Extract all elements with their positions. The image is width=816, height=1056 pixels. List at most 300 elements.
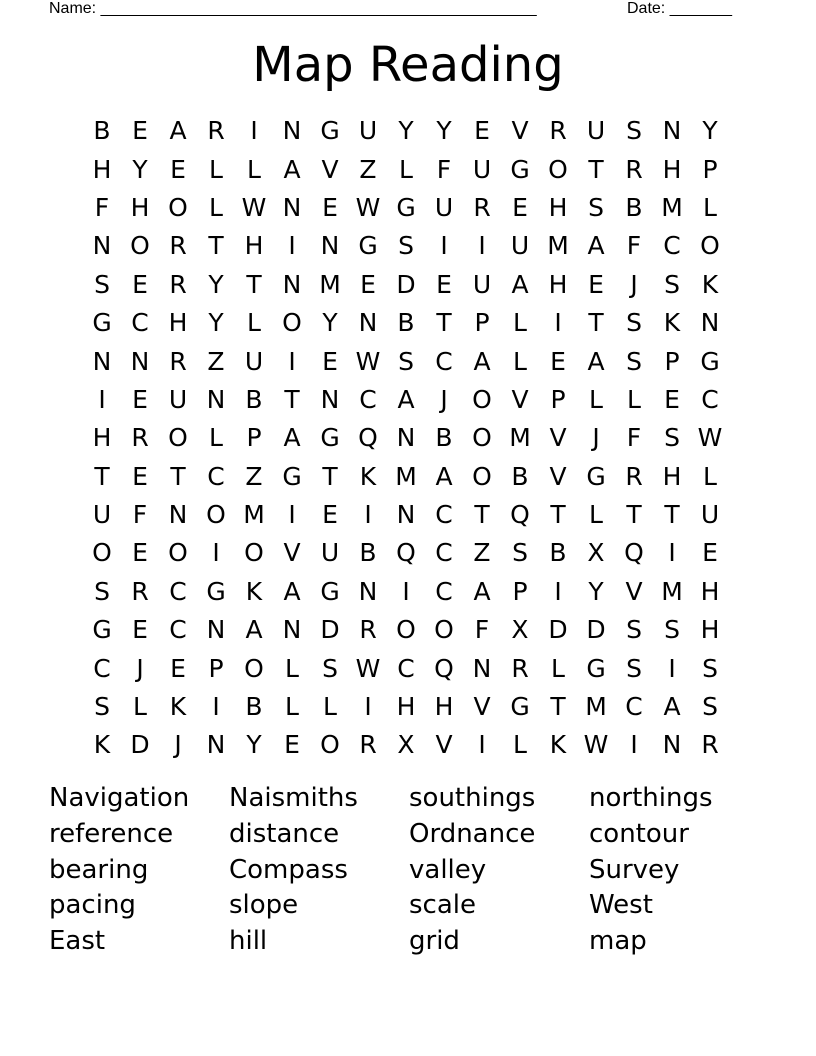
grid-letter[interactable]: Q [396, 538, 416, 568]
grid-letter[interactable]: E [322, 500, 338, 530]
grid-letter[interactable]: W [241, 192, 267, 222]
grid-letter[interactable]: I [630, 730, 638, 760]
grid-letter[interactable]: T [550, 692, 566, 722]
grid-letter[interactable]: Y [702, 116, 718, 146]
grid-letter[interactable]: G [510, 692, 530, 722]
grid-letter[interactable]: O [396, 615, 416, 645]
grid-letter[interactable]: G [320, 576, 340, 606]
grid-letter[interactable]: D [130, 730, 150, 760]
grid-letter[interactable]: T [588, 308, 604, 338]
grid-letter[interactable]: E [588, 269, 604, 299]
grid-letter[interactable]: K [701, 269, 719, 299]
grid-letter[interactable]: I [478, 231, 486, 261]
grid-letter[interactable]: Z [473, 538, 491, 568]
grid-letter[interactable]: S [664, 423, 680, 453]
grid-letter[interactable]: U [472, 269, 492, 299]
grid-letter[interactable]: B [625, 192, 643, 222]
grid-letter[interactable]: L [513, 730, 527, 760]
grid-letter[interactable]: W [355, 653, 381, 683]
grid-letter[interactable]: C [435, 500, 453, 530]
grid-letter[interactable]: S [94, 269, 110, 299]
grid-letter[interactable]: R [511, 653, 529, 683]
grid-letter[interactable]: T [474, 500, 490, 530]
grid-letter[interactable]: S [702, 653, 718, 683]
grid-letter[interactable]: C [169, 576, 187, 606]
grid-letter[interactable]: G [282, 461, 302, 491]
grid-letter[interactable]: E [474, 116, 490, 146]
grid-letter[interactable]: O [168, 192, 188, 222]
grid-letter[interactable]: B [93, 116, 111, 146]
grid-letter[interactable]: N [282, 192, 302, 222]
grid-letter[interactable]: T [170, 461, 186, 491]
grid-letter[interactable]: I [478, 730, 486, 760]
grid-letter[interactable]: H [700, 615, 720, 645]
grid-letter[interactable]: V [549, 461, 567, 491]
grid-letter[interactable]: I [364, 500, 372, 530]
grid-letter[interactable]: O [206, 500, 226, 530]
name-field: Name: _________________________________________________ [49, 0, 537, 17]
grid-letter[interactable]: R [131, 576, 149, 606]
grid-letter[interactable]: N [206, 730, 226, 760]
grid-letter[interactable]: O [434, 615, 454, 645]
grid-letter[interactable]: N [168, 500, 188, 530]
grid-letter[interactable]: S [664, 269, 680, 299]
grid-letter[interactable]: W [355, 346, 381, 376]
grid-letter[interactable]: G [358, 231, 378, 261]
grid-letter[interactable]: P [246, 423, 262, 453]
grid-letter[interactable]: S [94, 576, 110, 606]
grid-letter[interactable]: G [396, 192, 416, 222]
grid-letter[interactable]: L [209, 192, 223, 222]
grid-letter[interactable]: H [434, 692, 454, 722]
grid-letter[interactable]: C [207, 461, 225, 491]
grid-letter[interactable]: R [169, 346, 187, 376]
grid-letter[interactable]: X [587, 538, 605, 568]
grid-letter[interactable]: B [359, 538, 377, 568]
grid-letter[interactable]: C [435, 538, 453, 568]
grid-letter[interactable]: K [663, 308, 681, 338]
grid-letter[interactable]: W [355, 192, 381, 222]
grid-letter[interactable]: L [703, 192, 717, 222]
grid-letter[interactable]: A [473, 346, 491, 376]
grid-letter[interactable]: D [548, 615, 568, 645]
grid-letter[interactable]: Y [322, 308, 338, 338]
grid-letter[interactable]: N [206, 615, 226, 645]
grid-letter[interactable]: E [132, 116, 148, 146]
grid-letter[interactable]: M [547, 231, 569, 261]
grid-letter[interactable]: J [630, 269, 638, 299]
grid-letter[interactable]: N [662, 116, 682, 146]
grid-letter[interactable]: G [586, 653, 606, 683]
grid-letter[interactable]: E [132, 615, 148, 645]
grid-letter[interactable]: R [359, 730, 377, 760]
grid-letter[interactable]: V [283, 538, 301, 568]
grid-letter[interactable]: C [701, 384, 719, 414]
grid-letter[interactable]: V [549, 423, 567, 453]
grid-letter[interactable]: L [323, 692, 337, 722]
grid-row [83, 458, 729, 496]
grid-row [83, 573, 729, 611]
grid-letter[interactable]: K [245, 576, 263, 606]
grid-letter[interactable]: M [585, 692, 607, 722]
grid-letter[interactable]: O [282, 308, 302, 338]
grid-letter[interactable]: S [398, 231, 414, 261]
grid-letter[interactable]: O [168, 538, 188, 568]
grid-letter[interactable]: I [212, 692, 220, 722]
word-list-item: grid [409, 926, 460, 957]
grid-letter[interactable]: H [92, 154, 112, 184]
grid-letter[interactable]: A [283, 576, 301, 606]
grid-letter[interactable]: S [512, 538, 528, 568]
grid-letter[interactable]: E [132, 538, 148, 568]
grid-letter[interactable]: U [358, 116, 378, 146]
grid-letter[interactable]: C [435, 346, 453, 376]
grid-letter[interactable]: S [702, 692, 718, 722]
grid-letter[interactable]: A [663, 692, 681, 722]
grid-letter[interactable]: W [697, 423, 723, 453]
grid-letter[interactable]: E [284, 730, 300, 760]
grid-letter[interactable]: I [554, 576, 562, 606]
word-list-item: Navigation [49, 783, 190, 813]
grid-letter[interactable]: N [282, 116, 302, 146]
grid-letter[interactable]: K [549, 730, 567, 760]
grid-letter[interactable]: T [588, 154, 604, 184]
grid-letter[interactable]: U [472, 154, 492, 184]
grid-letter[interactable]: T [626, 500, 642, 530]
grid-letter[interactable]: O [168, 423, 188, 453]
grid-letter[interactable]: G [510, 154, 530, 184]
grid-letter[interactable]: E [550, 346, 566, 376]
grid-letter[interactable]: O [92, 538, 112, 568]
grid-letter[interactable]: B [397, 308, 415, 338]
grid-letter[interactable]: W [583, 730, 609, 760]
grid-letter[interactable]: C [625, 692, 643, 722]
grid-letter[interactable]: N [358, 576, 378, 606]
grid-letter[interactable]: I [402, 576, 410, 606]
grid-letter[interactable]: L [247, 308, 261, 338]
grid-letter[interactable]: S [626, 653, 642, 683]
grid-letter[interactable]: B [511, 461, 529, 491]
grid-letter[interactable]: N [130, 346, 150, 376]
grid-letter[interactable]: H [168, 308, 188, 338]
grid-letter[interactable]: G [320, 116, 340, 146]
grid-letter[interactable]: S [94, 692, 110, 722]
grid-letter[interactable]: O [472, 461, 492, 491]
grid-letter[interactable]: E [170, 154, 186, 184]
grid-letter[interactable]: N [92, 346, 112, 376]
grid-letter[interactable]: K [359, 461, 377, 491]
grid-letter[interactable]: A [473, 576, 491, 606]
grid-letter[interactable]: R [625, 154, 643, 184]
grid-letter[interactable]: O [472, 384, 492, 414]
grid-letter[interactable]: N [320, 384, 340, 414]
grid-letter[interactable]: U [168, 384, 188, 414]
grid-letter[interactable]: T [284, 384, 300, 414]
grid-letter[interactable]: I [250, 116, 258, 146]
grid-letter[interactable]: V [511, 384, 529, 414]
date-field: Date: _______ [627, 0, 732, 17]
grid-letter[interactable]: H [92, 423, 112, 453]
grid-letter[interactable]: F [94, 192, 110, 222]
grid-letter[interactable]: U [434, 192, 454, 222]
grid-letter[interactable]: A [587, 231, 605, 261]
grid-letter[interactable]: F [474, 615, 490, 645]
word-list-item: northings [589, 783, 713, 813]
grid-letter[interactable]: L [209, 423, 223, 453]
grid-letter[interactable]: S [322, 653, 338, 683]
grid-letter[interactable]: L [247, 154, 261, 184]
grid-letter[interactable]: J [136, 653, 144, 683]
grid-letter[interactable]: O [472, 423, 492, 453]
grid-letter[interactable]: M [395, 461, 417, 491]
grid-letter[interactable]: A [169, 116, 187, 146]
grid-letter[interactable]: V [435, 730, 453, 760]
grid-letter[interactable]: M [509, 423, 531, 453]
grid-letter[interactable]: E [132, 384, 148, 414]
grid-letter[interactable]: N [358, 308, 378, 338]
grid-letter[interactable]: M [319, 269, 341, 299]
grid-letter[interactable]: Y [398, 116, 414, 146]
grid-letter[interactable]: F [626, 423, 642, 453]
grid-letter[interactable]: N [700, 308, 720, 338]
grid-letter[interactable]: L [627, 384, 641, 414]
grid-letter[interactable]: T [94, 461, 110, 491]
grid-letter[interactable]: E [436, 269, 452, 299]
grid-letter[interactable]: T [550, 500, 566, 530]
grid-letter[interactable]: G [320, 423, 340, 453]
grid-letter[interactable]: D [396, 269, 416, 299]
grid-letter[interactable]: E [132, 461, 148, 491]
grid-letter[interactable]: V [511, 116, 529, 146]
grid-letter[interactable]: G [92, 308, 112, 338]
grid-letter[interactable]: M [243, 500, 265, 530]
grid-letter[interactable]: T [322, 461, 338, 491]
grid-letter[interactable]: H [662, 154, 682, 184]
grid-letter[interactable]: P [664, 346, 680, 376]
grid-letter[interactable]: E [512, 192, 528, 222]
grid-letter[interactable]: F [436, 154, 452, 184]
grid-letter[interactable]: B [245, 692, 263, 722]
grid-letter[interactable]: R [549, 116, 567, 146]
grid-letter[interactable]: I [364, 692, 372, 722]
grid-letter[interactable]: S [626, 308, 642, 338]
worksheet-header [0, 0, 816, 20]
grid-letter[interactable]: G [206, 576, 226, 606]
grid-letter[interactable]: N [662, 730, 682, 760]
grid-letter[interactable]: I [440, 231, 448, 261]
grid-letter[interactable]: T [246, 269, 262, 299]
grid-letter[interactable]: E [132, 269, 148, 299]
grid-letter[interactable]: M [661, 192, 683, 222]
grid-letter[interactable]: A [511, 269, 529, 299]
grid-letter[interactable]: O [130, 231, 150, 261]
grid-letter[interactable]: S [664, 615, 680, 645]
grid-letter[interactable]: Z [245, 461, 263, 491]
grid-letter[interactable]: T [208, 231, 224, 261]
grid-letter[interactable]: E [322, 346, 338, 376]
grid-letter[interactable]: F [132, 500, 148, 530]
grid-letter[interactable]: I [668, 538, 676, 568]
grid-letter[interactable]: Y [246, 730, 262, 760]
grid-letter[interactable]: L [399, 154, 413, 184]
grid-letter[interactable]: C [435, 576, 453, 606]
grid-letter[interactable]: Y [588, 576, 604, 606]
grid-letter[interactable]: E [360, 269, 376, 299]
grid-letter[interactable]: Y [208, 269, 224, 299]
grid-letter[interactable]: B [549, 538, 567, 568]
grid-letter[interactable]: L [209, 154, 223, 184]
grid-letter[interactable]: R [169, 269, 187, 299]
grid-letter[interactable]: S [626, 346, 642, 376]
grid-letter[interactable]: G [92, 615, 112, 645]
grid-letter[interactable]: Q [510, 500, 530, 530]
grid-letter[interactable]: L [285, 692, 299, 722]
grid-letter[interactable]: B [245, 384, 263, 414]
grid-letter[interactable]: N [396, 500, 416, 530]
grid-letter[interactable]: C [131, 308, 149, 338]
grid-letter[interactable]: E [702, 538, 718, 568]
grid-letter[interactable]: N [206, 384, 226, 414]
grid-letter[interactable]: N [282, 615, 302, 645]
grid-letter[interactable]: X [397, 730, 415, 760]
grid-letter[interactable]: N [320, 231, 340, 261]
grid-letter[interactable]: I [288, 346, 296, 376]
grid-letter[interactable]: U [510, 231, 530, 261]
grid-letter[interactable]: L [703, 461, 717, 491]
grid-letter[interactable]: Z [207, 346, 225, 376]
grid-letter[interactable]: V [473, 692, 491, 722]
grid-letter[interactable]: L [589, 384, 603, 414]
grid-letter[interactable]: L [285, 653, 299, 683]
grid-letter[interactable]: A [283, 154, 301, 184]
grid-letter[interactable]: E [322, 192, 338, 222]
grid-letter[interactable]: Q [358, 423, 378, 453]
grid-letter[interactable]: N [396, 423, 416, 453]
grid-letter[interactable]: O [244, 653, 264, 683]
grid-letter[interactable]: P [474, 308, 490, 338]
grid-letter[interactable]: P [208, 653, 224, 683]
grid-letter[interactable]: H [396, 692, 416, 722]
grid-letter[interactable]: S [588, 192, 604, 222]
grid-letter[interactable]: L [133, 692, 147, 722]
grid-letter[interactable]: U [586, 116, 606, 146]
grid-letter[interactable]: J [174, 730, 182, 760]
grid-letter[interactable]: M [661, 576, 683, 606]
grid-letter[interactable]: A [587, 346, 605, 376]
grid-letter[interactable]: V [321, 154, 339, 184]
grid-letter[interactable]: I [98, 384, 106, 414]
grid-letter[interactable]: A [397, 384, 415, 414]
grid-letter[interactable]: S [398, 346, 414, 376]
grid-letter[interactable]: Y [436, 116, 452, 146]
grid-letter[interactable]: I [668, 653, 676, 683]
grid-letter[interactable]: E [664, 384, 680, 414]
grid-letter[interactable]: R [359, 615, 377, 645]
grid-letter[interactable]: C [93, 653, 111, 683]
grid-letter[interactable]: R [207, 116, 225, 146]
grid-letter[interactable]: N [282, 269, 302, 299]
grid-letter[interactable]: G [700, 346, 720, 376]
grid-letter[interactable]: U [92, 500, 112, 530]
grid-letter[interactable]: D [586, 615, 606, 645]
grid-letter[interactable]: L [589, 500, 603, 530]
grid-letter[interactable]: N [472, 653, 492, 683]
grid-letter[interactable]: V [625, 576, 643, 606]
grid-letter[interactable]: J [592, 423, 600, 453]
grid-letter[interactable]: Q [624, 538, 644, 568]
word-list-item: Naismiths [229, 783, 358, 813]
grid-letter[interactable]: H [130, 192, 150, 222]
grid-letter[interactable]: J [440, 384, 448, 414]
grid-letter[interactable]: Q [434, 653, 454, 683]
grid-letter[interactable]: Z [359, 154, 377, 184]
grid-letter[interactable]: K [93, 730, 111, 760]
grid-letter[interactable]: T [664, 500, 680, 530]
grid-letter[interactable]: A [245, 615, 263, 645]
word-list-item: Survey [589, 854, 680, 885]
grid-letter[interactable]: T [436, 308, 452, 338]
grid-letter[interactable]: U [320, 538, 340, 568]
grid-letter[interactable]: R [625, 461, 643, 491]
grid-letter[interactable]: E [170, 653, 186, 683]
grid-letter[interactable]: U [244, 346, 264, 376]
grid-letter[interactable]: L [513, 308, 527, 338]
grid-letter[interactable]: C [397, 653, 415, 683]
grid-letter[interactable]: A [435, 461, 453, 491]
grid-letter[interactable]: O [320, 730, 340, 760]
grid-letter[interactable]: I [212, 538, 220, 568]
grid-letter[interactable]: F [626, 231, 642, 261]
grid-letter[interactable]: U [700, 500, 720, 530]
grid-letter[interactable]: O [700, 231, 720, 261]
grid-letter[interactable]: C [663, 231, 681, 261]
grid-letter[interactable]: Y [208, 308, 224, 338]
grid-letter[interactable]: H [548, 192, 568, 222]
grid-letter[interactable]: R [473, 192, 491, 222]
grid-letter[interactable]: C [169, 615, 187, 645]
grid-letter[interactable]: B [435, 423, 453, 453]
grid-letter[interactable]: P [550, 384, 566, 414]
grid-letter[interactable]: S [626, 615, 642, 645]
grid-letter[interactable]: G [586, 461, 606, 491]
grid-letter[interactable]: H [662, 461, 682, 491]
grid-letter[interactable]: R [169, 231, 187, 261]
grid-letter[interactable]: O [548, 154, 568, 184]
grid-letter[interactable]: H [700, 576, 720, 606]
grid-letter[interactable]: D [320, 615, 340, 645]
grid-letter[interactable]: I [554, 308, 562, 338]
grid-letter[interactable]: L [513, 346, 527, 376]
grid-letter[interactable]: I [288, 231, 296, 261]
grid-letter[interactable]: I [288, 500, 296, 530]
grid-letter[interactable]: K [169, 692, 187, 722]
grid-letter[interactable]: C [359, 384, 377, 414]
grid-letter[interactable]: P [702, 154, 718, 184]
grid-letter[interactable]: O [244, 538, 264, 568]
grid-letter[interactable]: N [92, 231, 112, 261]
grid-letter[interactable]: Y [132, 154, 148, 184]
grid-letter[interactable]: R [701, 730, 719, 760]
grid-letter[interactable]: H [548, 269, 568, 299]
grid-letter[interactable]: R [131, 423, 149, 453]
grid-letter[interactable]: H [244, 231, 264, 261]
grid-letter[interactable]: X [511, 615, 529, 645]
grid-letter[interactable]: P [512, 576, 528, 606]
grid-letter[interactable]: S [626, 116, 642, 146]
grid-letter[interactable]: L [551, 653, 565, 683]
word-list [49, 781, 769, 960]
grid-letter[interactable]: A [283, 423, 301, 453]
